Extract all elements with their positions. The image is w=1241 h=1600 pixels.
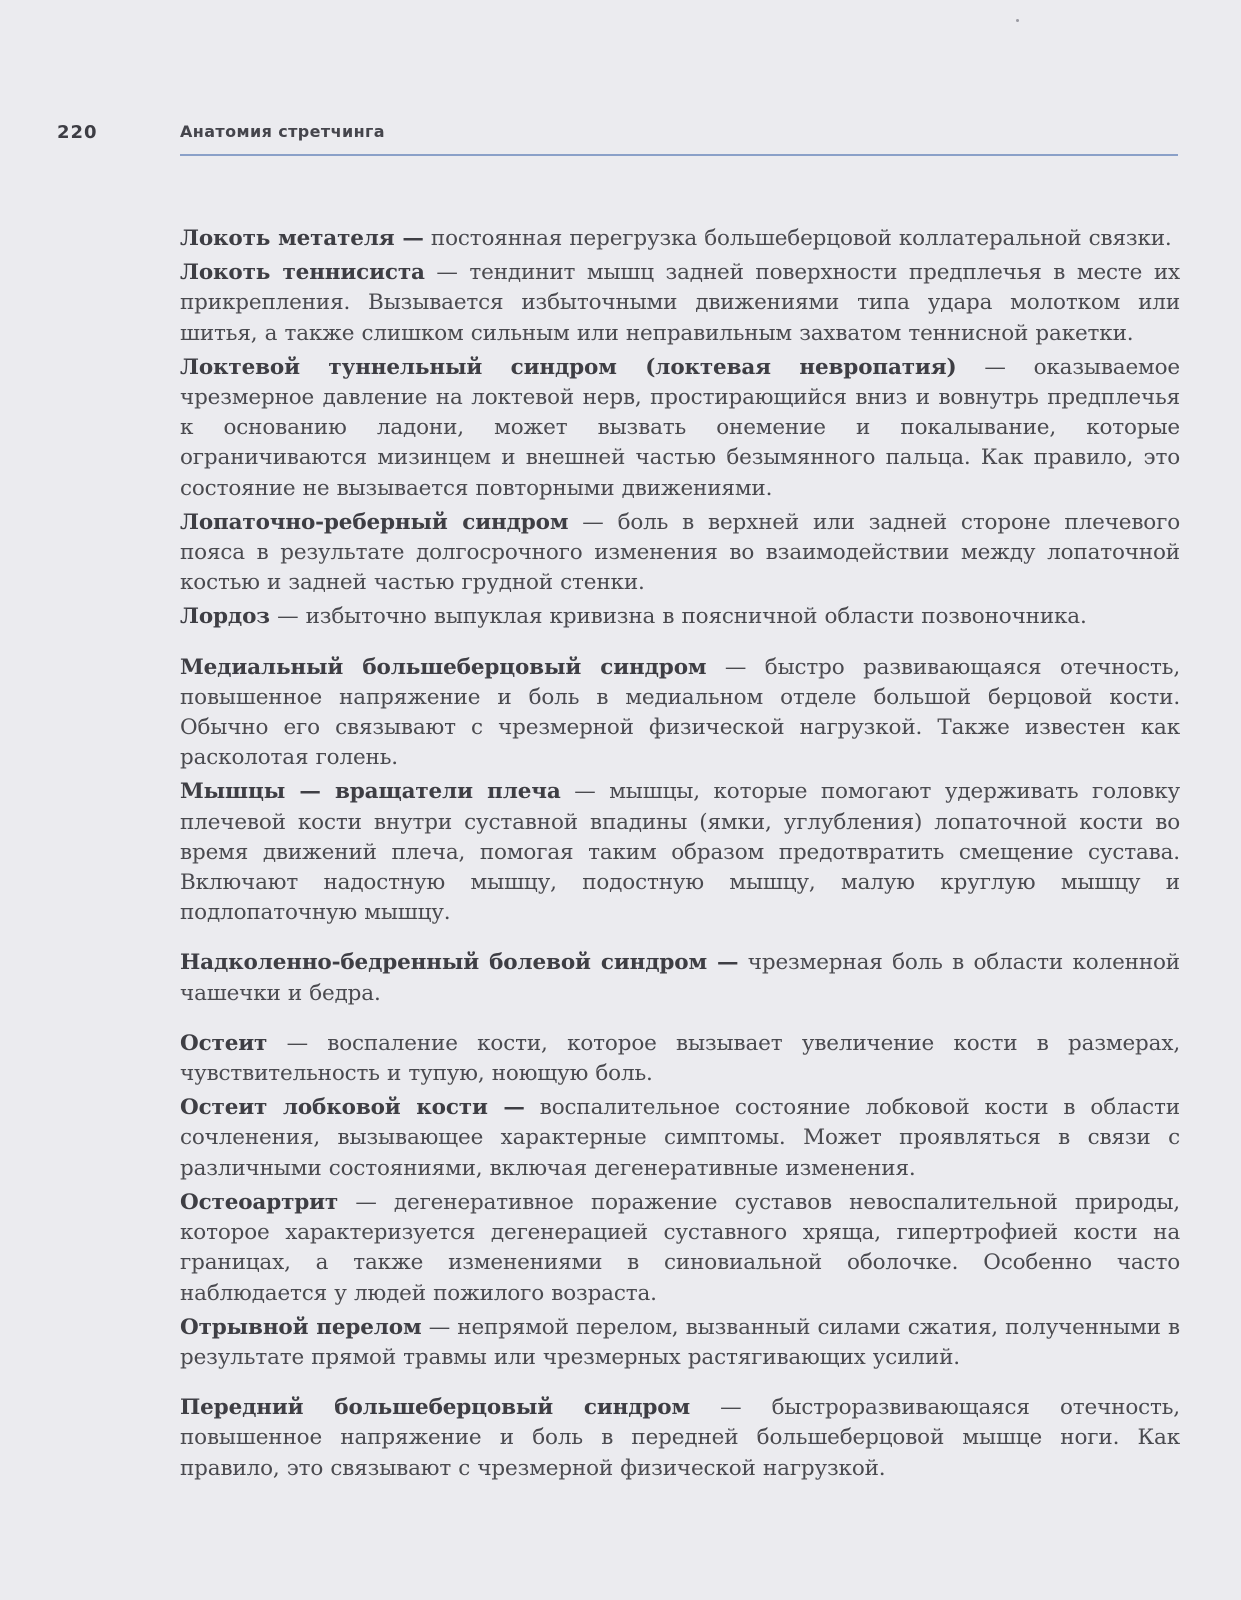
glossary-entry <box>180 1393 1180 1484</box>
entry-definition: — боль в верхней или задней стороне плечевого пояса в результате долгосрочного изменения во взаимодействии между лопаточной костью и задней частью грудной стенки. <box>180 509 1180 596</box>
glossary-entry <box>180 258 1180 349</box>
entry-term: Медиальный большеберцовый синдром <box>180 654 707 680</box>
page-number: 220 <box>57 122 98 143</box>
entry-term: Надколенно-бедренный болевой синдром — <box>180 950 739 976</box>
entry-definition: — дегенеративное поражение суставов невоспалительной природы, которое характеризуется дегенерацией суставного хряща, гипертрофией кости на границах, а также изменениями в синовиальной оболочке. Особенно часто наблюдается у людей пожилого возраста. <box>180 1189 1180 1306</box>
glossary-entry <box>180 508 1180 599</box>
entry-definition: — быстроразвивающаяся отечность, повышенное напряжение и боль в передней большеберцовой мышце ноги. Как правило, это связывают с чрезмерной физической нагрузкой. <box>180 1395 1180 1481</box>
glossary-entry <box>180 948 1180 1008</box>
entry-term: Локоть метателя — <box>180 226 424 251</box>
entry-definition: воспалительное состояние лобковой кости в области сочленения, вызывающее характерные симптомы. Может проявляться в связи с различными состояниями, включая дегенеративные изменения. <box>180 1095 1180 1181</box>
running-title: Анатомия стретчинга <box>180 122 385 141</box>
entry-definition: — тендинит мышц задней поверхности предплечья в месте их прикрепления. Вызывается избыточными движениями типа удара молотком или шитья, а также слишком сильным или неправильным захватом теннисной ракетки. <box>180 260 1180 346</box>
entry-term: Лордоз <box>180 604 270 630</box>
glossary-entries <box>180 224 1180 1488</box>
entry-term: Остеит лобковой кости — <box>180 1095 525 1121</box>
entry-term: Локтевой туннельный синдром (локтевая невропатия) <box>180 354 957 380</box>
entry-term: Остеит <box>180 1030 268 1056</box>
glossary-entry <box>180 602 1180 632</box>
glossary-entry <box>180 653 1180 774</box>
entry-term: Лопаточно-реберный синдром <box>180 509 569 535</box>
entry-definition: — быстро развивающаяся отечность, повышенное напряжение и боль в медиальном отделе большой берцовой кости. Обычно его связывают с чрезмерной физической нагрузкой. Также известен как расколотая голень. <box>180 654 1180 771</box>
scan-speck <box>1016 19 1019 22</box>
entry-definition: постоянная перегрузка большеберцовой коллатеральной связки. <box>423 226 1172 251</box>
entry-term: Передний большеберцовый синдром <box>180 1395 690 1421</box>
entry-definition: — мышцы, которые помогают удерживать головку плечевой кости внутри суставной впадины (ямки, углубления) лопаточной кости во время движений плеча, помогая таким образом предотвратить смещение сустава. Включают надостную мышцу, подостную мышцу, малую круглую мышцу и подлопаточную мышцу. <box>180 779 1180 926</box>
entry-definition: — оказываемое чрезмерное давление на локтевой нерв, простирающийся вниз и вовнутрь предплечья к основанию ладони, может вызвать онемение и покалывание, которые ограничиваются мизинцем и внешней частью безымянного пальца. Как правило, это состояние не вызывается повторными движениями. <box>180 354 1180 501</box>
glossary-entry <box>180 1029 1180 1089</box>
entry-definition: — избыточно выпуклая кривизна в поясничной области позвоночника. <box>269 604 1087 630</box>
header-rule <box>180 154 1178 156</box>
entry-definition: чрезмерная боль в области коленной чашечки и бедра. <box>180 950 1180 1006</box>
entry-definition: — воспаление кости, которое вызывает увеличение кости в размерах, чувствительность и тупую, ноющую боль. <box>180 1030 1180 1087</box>
entry-term: Локоть теннисиста <box>180 260 425 286</box>
glossary-entry <box>180 224 1180 254</box>
entry-term: Отрывной перелом <box>180 1314 422 1340</box>
entry-definition: — непрямой перелом, вызванный силами сжатия, полученными в результате прямой травмы или чрезмерных растягивающих усилий. <box>180 1314 1180 1370</box>
glossary-entry <box>180 353 1180 504</box>
glossary-entry <box>180 1188 1180 1309</box>
running-header <box>0 118 1241 158</box>
glossary-entry <box>180 1093 1180 1184</box>
glossary-entry <box>180 1313 1180 1373</box>
glossary-entry <box>180 777 1180 928</box>
entry-term: Мышцы — вращатели плеча <box>180 779 561 805</box>
entry-term: Остеоартрит <box>180 1189 339 1215</box>
